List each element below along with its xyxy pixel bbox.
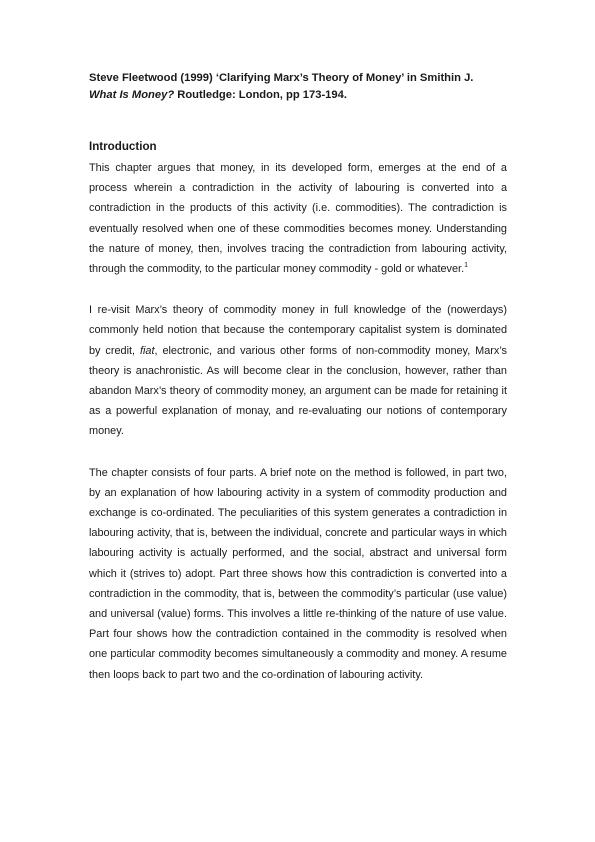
citation-author-title: Steve Fleetwood (1999) ‘Clarifying Marx’s Theory of Money’ in Smithin J. [89,72,474,84]
paragraph-1-text: This chapter argues that money, in its developed form, emerges at the end of a process wherein a contradiction in the activity of labouring is converted into a contradiction in the products of this activity (i.e. commodities). The contradiction is eventually resolved when one of these commodities becomes money. Understanding the nature of money, then, involves tracing the contradiction from labouring activity, through the commodity, to the particular money commodity - gold or whatever. [89,162,507,276]
citation-publisher: Routledge: London, pp 173-194. [174,89,347,101]
paragraph-2 [89,300,507,441]
paragraph-1 [89,158,507,279]
paragraph-2-emphasis: fiat [139,344,155,357]
section-heading: Introduction [89,140,157,153]
paragraph-2-text-end: , electronic, and various other forms of non-commodity money, Marx’s theory is anachronistic. As will become clear in the conclusion, however, rather than abandon Marx’s theory of commodity money, an argument can be made for retaining it as a powerful explanation of monay, and re-evaluating our notions of contemporary money. [89,344,507,438]
paragraph-3-text: The chapter consists of four parts. A brief note on the method is followed, in part two, by an explanation of how labouring activity in a system of commodity production and exchange is co-ordinated. The peculiarities of this system generates a contradiction in labouring activity, that is, between the individual, concrete and particular ways in which labouring activity is actually performed, and the social, abstract and universal form which it (strives to) adopt. Part three shows how this contradiction is converted into a contradiction in the commodity, that is, between the commodity’s particular (use value) and universal (value) forms. This involves a little re-thinking of the nature of use value. Part four shows how the contradiction contained in the commodity is resolved when one particular commodity becomes simultaneously a commodity and money. A resume then loops back to part two and the co-ordination of labouring activity. [89,466,507,681]
paragraph-3 [89,463,507,685]
footnote-marker[interactable]: 1 [464,262,468,270]
citation [89,70,507,104]
document-page [89,70,507,685]
paragraph-2-text-start: I re-visit Marx’s theory of commodity money in full knowledge of the (nowerdays) commonly held notion that because the contemporary capitalist system is dominated by credit, [89,304,507,357]
citation-book-title: What Is Money? [89,89,175,101]
